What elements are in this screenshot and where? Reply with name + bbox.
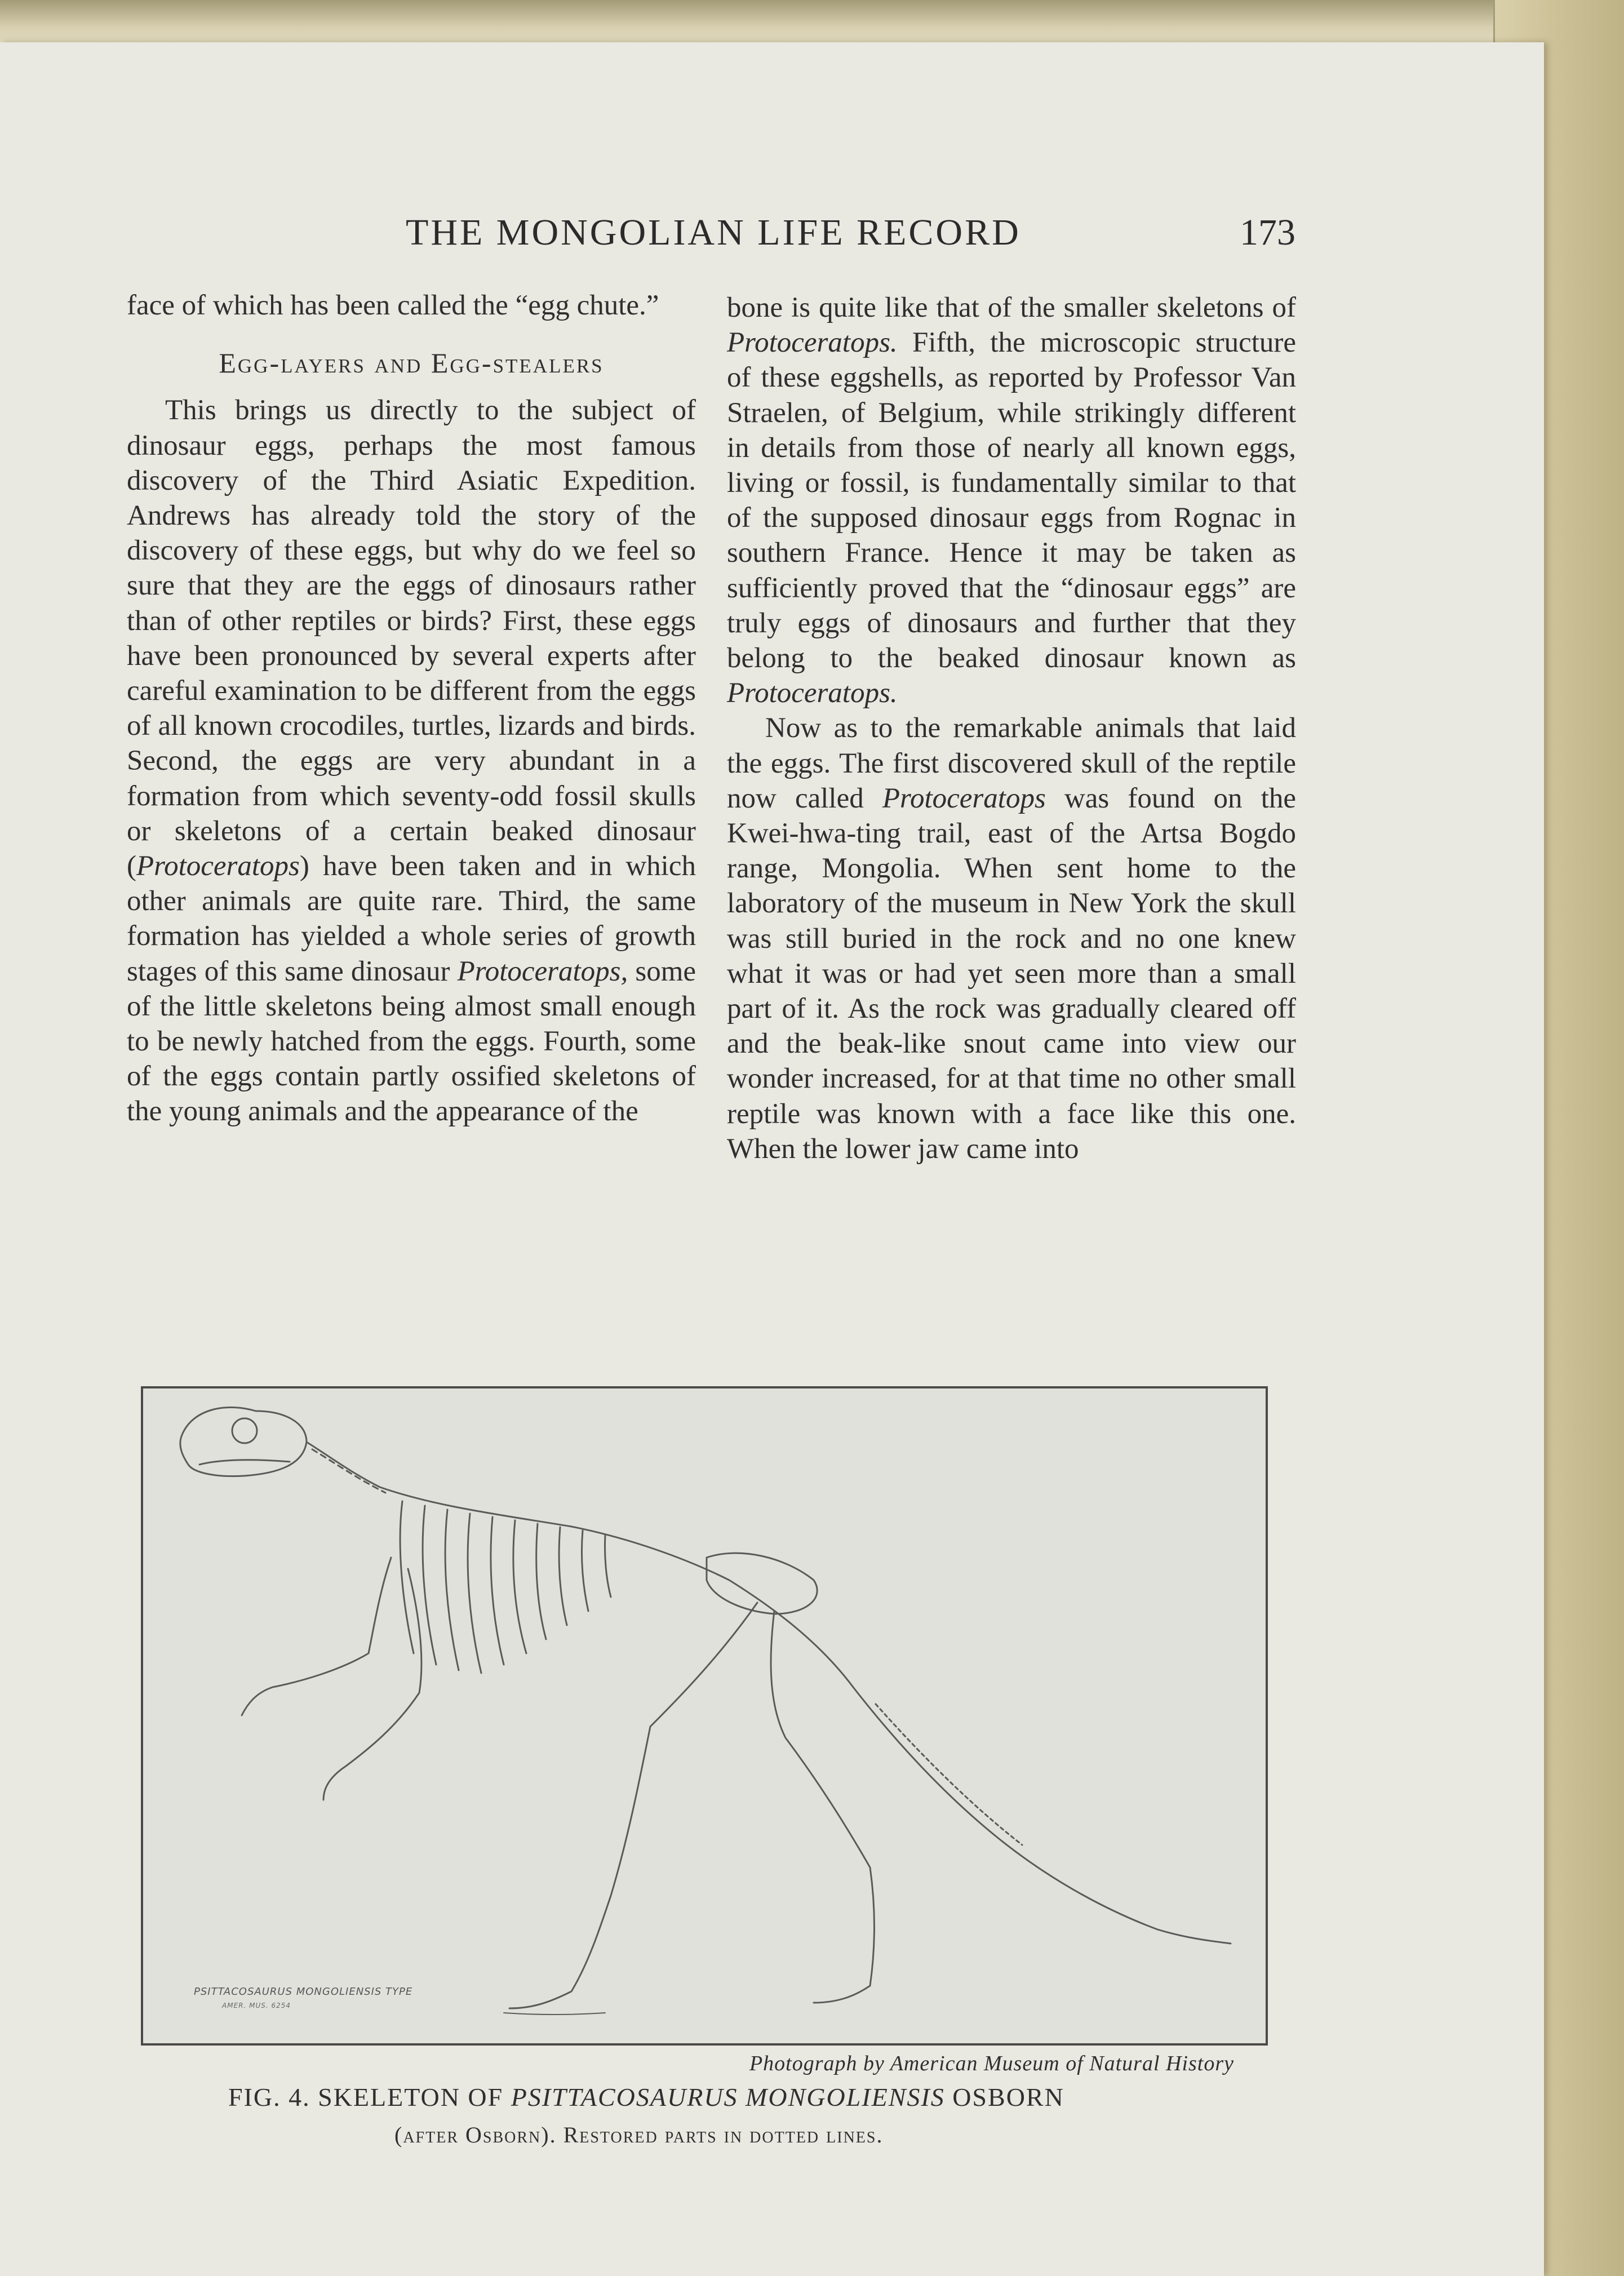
figure-caption: FIG. 4. SKELETON OF PSITTACOSAURUS MONGOLIENSIS OSBORN: [228, 2083, 1064, 2111]
hind-leg: [509, 1603, 757, 2008]
right-column: [727, 290, 1296, 1166]
paragraph-egg-layers: This brings us directly to the subject of dinosaur eggs, perhaps the most famous discovery of the Third Asiatic Expedition. Andrews has already told the story of the discovery of these eggs, but why do we feel so sure that they are the eggs of dinosaurs rather than of other reptiles or birds? First, these eggs have been pronounced by several experts after careful examination to be different from the eggs of all known crocodiles, turtles, lizards and birds. Second, the eggs are very abundant in a formation from which seventy-odd fossil skulls or skeletons of a certain beaked dinosaur (Protoceratops) have been taken and in which other animals are quite rare. Third, the same formation has yielded a whole series of growth stages of this same dinosaur Protoceratops, some of the little skeletons being almost small enough to be newly hatched from the eggs. Fourth, some of the eggs contain partly ossified skeletons of the young animals and the appearance of the: [127, 394, 696, 1128]
ground-line: [504, 2013, 605, 2015]
lower-jaw: [199, 1460, 290, 1465]
genus-name: Protoceratops.: [727, 677, 898, 709]
skeleton-illustration: [143, 1388, 1266, 2043]
top-shadow-edge: [0, 0, 1624, 45]
section-heading: Egg-layers and Egg-stealers: [219, 347, 604, 379]
ribcage: [400, 1501, 611, 1673]
skeleton-figure: [141, 1386, 1268, 2046]
photo-credit: Photograph by American Museum of Natural History: [749, 2052, 1234, 2075]
book-page: [0, 42, 1544, 2276]
genus-name: Protoceratops,: [457, 955, 628, 987]
paragraph-egg-chute: face of which has been called the “egg chute.”: [127, 290, 659, 321]
spine: [307, 1442, 1231, 1944]
fore-limb: [242, 1558, 391, 1715]
page-number: 173: [1240, 212, 1295, 253]
fore-limb-far: [323, 1569, 421, 1800]
genus-name: Protoceratops.: [727, 327, 898, 359]
tail-vertebrae: [876, 1704, 1022, 1845]
plate-sublabel: AMER. MUS. 6254: [222, 2002, 291, 2009]
neck-vertebrae: [312, 1449, 385, 1493]
eye-orbit: [232, 1418, 257, 1443]
genus-name: Protoceratops: [882, 782, 1046, 814]
hind-leg-far: [771, 1611, 874, 2003]
paragraph-skull-discovery: Now as to the remarkable animals that laid the eggs. The first discovered skull of the reptile now called Protoceratops was found on the Kwei-hwa-ting trail, east of the Artsa Bogdo range, Mongolia. When sent home to the laboratory of the museum in New York the skull was still buried in the rock and no one knew what it was or had yet seen more than a small part of it. As the rock was gradually cleared off and the beak-like snout came into view our wonder increased, for at that time no other small reptile was known with a face like this one. When the lower jaw came into: [727, 712, 1296, 1165]
paragraph-eggshell-structure: bone is quite like that of the smaller skeletons of Protoceratops. Fifth, the microscopic structure of these eggshells, as reported by Professor Van Straelen, of Belgium, while strikingly different in details from those of nearly all known eggs, living or fossil, is fundamentally similar to that of the supposed dinosaur eggs from Rognac in southern France. Hence it may be taken as sufficiently proved that the “dinosaur eggs” are truly eggs of dinosaurs and further that they belong to the beaked dinosaur known as Protoceratops.: [727, 292, 1296, 709]
left-column: [127, 288, 696, 1129]
pelvis: [707, 1553, 817, 1614]
plate-label: PSITTACOSAURUS MONGOLIENSIS TYPE: [194, 1986, 413, 1998]
species-name: PSITTACOSAURUS MONGOLIENSIS: [511, 2083, 945, 2111]
running-title: THE MONGOLIAN LIFE RECORD: [406, 212, 1021, 253]
figure-caption-line2: (after Osborn). Restored parts in dotted lines.: [394, 2122, 884, 2148]
genus-name: Protoceratops: [136, 850, 300, 882]
